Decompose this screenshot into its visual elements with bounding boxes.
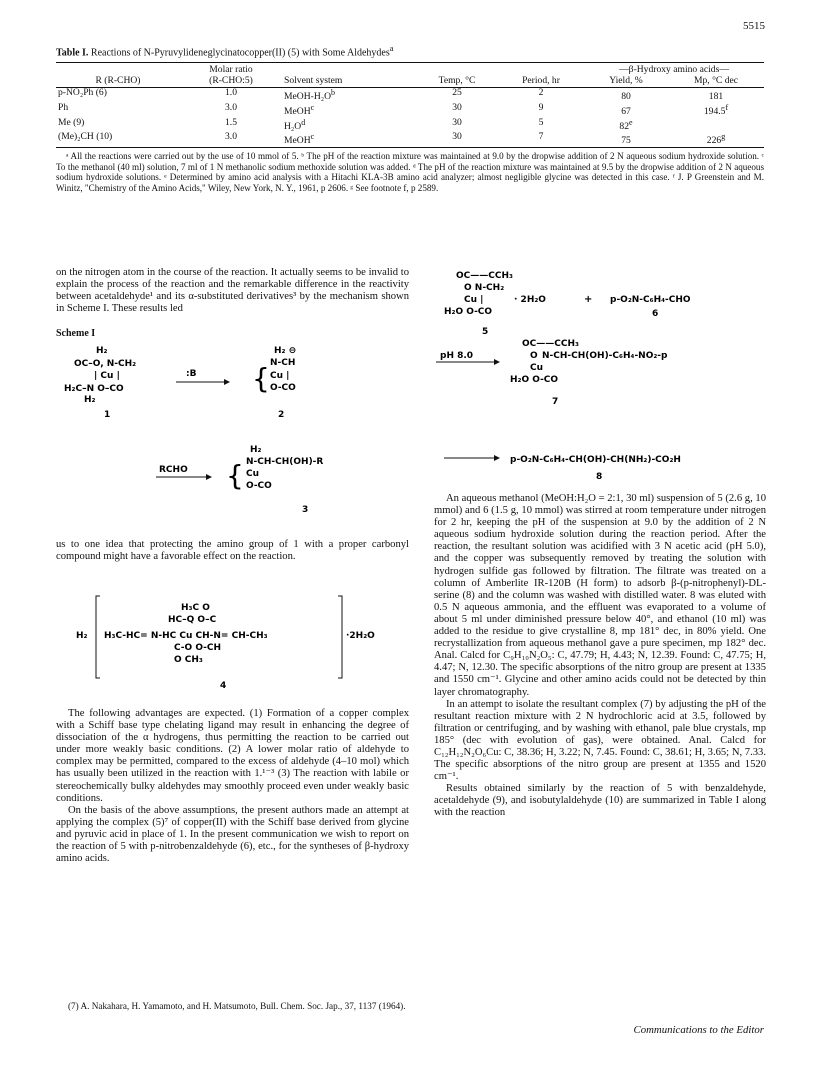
cell-solvent: MeOH-H₂O <box>284 91 332 103</box>
arrow-1-head <box>224 379 230 385</box>
svg-text:Cu: Cu <box>246 469 260 479</box>
scheme-1-diagram <box>56 340 409 530</box>
svg-text:Cu: Cu <box>530 363 544 373</box>
arrow-4-head <box>494 455 500 461</box>
compound-5-structure <box>444 271 546 317</box>
arrow-3-head <box>494 359 500 365</box>
footer-section: Communications to the Editor <box>633 1024 764 1036</box>
svg-text:H₂O O-CO: H₂O O-CO <box>510 375 559 385</box>
svg-text:{: { <box>226 459 244 492</box>
svg-text:H₂C–N O–CO: H₂C–N O–CO <box>64 384 124 394</box>
scheme-label: Scheme I <box>56 328 96 339</box>
cell-molar: 1.5 <box>225 116 237 128</box>
product-8: p-O₂N-C₆H₄-CH(OH)-CH(NH₂)-CO₂H <box>510 455 681 465</box>
cell-r: p-NO₂Ph (6) <box>58 87 107 99</box>
left-para-2-text: us to one idea that protecting the amino group of 1 with a proper carbonyl compound might have a favorable effect on the reaction. <box>56 539 409 563</box>
cell-r: Ph <box>58 102 69 114</box>
arrow-2-head <box>206 474 212 480</box>
cell-mp-sup: g <box>721 132 726 142</box>
base-label: :B <box>186 369 197 379</box>
cell-yield: 67 <box>621 106 631 118</box>
cell-yield: 82 <box>619 120 630 132</box>
left-para-3 <box>56 708 409 865</box>
svg-text:O N-CH₂: O N-CH₂ <box>464 283 505 293</box>
compound-2-structure <box>252 346 296 395</box>
svg-text:{: { <box>252 362 270 395</box>
cell-mp-sup: f <box>725 103 729 113</box>
cell-temp: 30 <box>452 116 462 128</box>
compound-8-label: 8 <box>596 472 603 482</box>
cell-yield: 80 <box>621 91 631 103</box>
page-number: 5515 <box>743 20 765 32</box>
svg-text:Cu |: Cu | <box>270 371 290 381</box>
svg-text:·2H₂O: ·2H₂O <box>346 631 375 641</box>
table-row <box>56 103 764 118</box>
svg-text:H₂: H₂ <box>84 395 96 405</box>
left-para-4-text: On the basis of the above assumptions, the present authors made an attempt at applying the complex (5)⁷ of copper(II) with the Schiff base derived from glycine and pyruvic acid in place of 1. In the present communication we wish to report on the reaction of 5 with p-nitrobenzaldehyde (6), etc., for the syntheses of β-hydroxy amino acids. <box>56 804 409 865</box>
aldehyde-6: p-O₂N-C₆H₄-CHO <box>610 295 691 305</box>
svg-text:OC——CCH₃: OC——CCH₃ <box>456 271 513 281</box>
compound-3-label: 3 <box>302 505 309 515</box>
header-solvent: Solvent system <box>282 76 416 88</box>
cell-yield-sup: e <box>629 117 633 127</box>
cell-mp: 181 <box>708 91 724 103</box>
svg-text:HC–Q O–C: HC–Q O–C <box>168 615 217 625</box>
cell-solvent: MeOH <box>284 135 311 147</box>
cell-period: 7 <box>498 132 584 147</box>
table-caption <box>56 44 764 58</box>
cell-solvent-sup: c <box>310 103 315 113</box>
header-mp: Mp, °C dec <box>668 76 764 88</box>
plus-sign: + <box>584 294 593 305</box>
cell-period: 9 <box>538 102 544 114</box>
cell-period: 2 <box>538 87 544 99</box>
cell-temp: 30 <box>416 132 498 147</box>
left-para-3-text: The following advantages are expected. (1) Formation of a copper complex with a Schiff base type chelating ligand may result in enhancing the degree of dissociation of the α hydrogens, thus permitting the reaction to be carried out under more weakly basic conditions. (2) A lower molar ratio of aldehyde to complex may be permitted, compared to the excess of aldehyde (4–10 mol) which has usually been utilized in the reaction with 1.¹⁻³ (3) The reaction with labile or stereochemically bulky aldehydes may smoothly proceed even under weakly basic conditions. <box>56 708 409 804</box>
left-para-2 <box>56 539 409 563</box>
right-para-1-text: An aqueous methanol (MeOH:H₂O = 2:1, 30 ml) suspension of 5 (2.6 g, 10 mmol) and 6 (1.5 g, 10 mmol) was stirred at room temperature under nitrogen for 2 hr, keeping the pH of the suspension at 9.0 by the addition of 2 N aqueous sodium hydroxide solution during the reaction period. After the reaction, the resultant solution was acidified with 3 N acetic acid (pH 5.0), and the copper was subsequently removed by treating the solution with hydrogen sulfide gas followed by filtration. The filtrate was treated on a column of Amberlite IR-120B (H form) to adsorb β-(p-nitrophenyl)-DL-serine (8) and the column was washed with distilled water. 8 was eluted with 0.5 N aqueous ammonia, and the effluent was evaporated to a volume of about 5 ml under diminished pressure below 40°, and ethanol (10 ml) was added to the residue to give crystalline 8, mp 181° dec, in 80% yield. One recrystallization from aqueous methanol gave a pure specimen, mp 182° dec. Anal. Calcd for C₉H₁₀N₂O₅: C, 47.79; H, 4.43; N, 12.39. Found: C, 47.75; H, 4.47; N, 12.30. The specific absorptions of the nitro group are present at 1335 and 1550 cm⁻¹. Glycine and other amino acids could not be detected by thin layer chromatography. <box>434 493 766 698</box>
cell-r: Me (9) <box>58 116 85 128</box>
header-molar: (R-CHO:5) <box>180 76 282 88</box>
cell-molar: 3.0 <box>180 132 282 147</box>
bracket-left <box>96 596 100 678</box>
svg-text:H₂O O-CO: H₂O O-CO <box>444 307 493 317</box>
compound-7-label: 7 <box>552 397 559 407</box>
header-period: Period, hr <box>498 76 584 88</box>
compound-2-label: 2 <box>278 410 285 420</box>
table-caption-sup: a <box>389 44 394 53</box>
compound-1-structure <box>64 346 136 405</box>
compound-7-side: N-CH-CH(OH)-C₆H₄-NO₂-p <box>542 351 668 361</box>
svg-text:| Cu |: | Cu | <box>94 371 120 381</box>
cell-yield: 75 <box>621 135 631 147</box>
svg-text:H₂: H₂ <box>76 631 88 641</box>
left-para-1-text: on the nitrogen atom in the course of the reaction. It actually seems to be invalid to explain the process of the reaction and the remarkable difference in the reactivity between acetaldehyde¹ and its α-substituted derivatives³ by the mechanism shown in Scheme I. These results led <box>56 267 409 315</box>
cell-temp: 25 <box>452 87 462 99</box>
header-molar-top: Molar ratio <box>180 63 282 76</box>
compound-7-structure <box>510 339 668 385</box>
right-para-2-text: In an attempt to isolate the resultant complex (7) by adjusting the pH of the resultant reaction mixture with 2 N hydrochloric acid at 3.5, followed by filtration or centrifuging, and by washing with ethanol, pale blue crystals, mp 185° (dec with evolution of gas), were obtained. Anal. Calcd for C₁₂H₁₂N₂O₆Cu: C, 38.36; H, 3.22; N, 7.45. Found: C, 38.61; H, 3.65; N, 7.33. The specific absorptions of the nitro group are present at 1355 and 1520 cm⁻¹. <box>434 698 766 783</box>
svg-text:O: O <box>530 351 538 361</box>
reaction-scheme-diagram <box>434 266 766 496</box>
table-row <box>56 88 764 103</box>
bracket-right <box>338 596 342 678</box>
header-r: R (R-CHO) <box>56 76 180 88</box>
cell-period: 5 <box>538 116 544 128</box>
svg-text:H₃C O: H₃C O <box>181 603 210 613</box>
table-caption-text: Reactions of N-Pyruvylideneglycinatocopper(II) (5) with Some Aldehydes <box>90 47 390 59</box>
table-body <box>56 62 764 148</box>
cell-mp: 194.5 <box>703 106 726 118</box>
reference-7 <box>56 1001 409 1012</box>
svg-text:H₂: H₂ <box>96 346 108 356</box>
cell-solvent: H₂O <box>284 120 302 132</box>
cell-molar: 1.0 <box>225 87 237 99</box>
cell-molar: 3.0 <box>225 102 237 114</box>
svg-text:O-CO: O-CO <box>246 481 272 491</box>
cell-solvent-sup: b <box>331 88 336 98</box>
reference-7-text: (7) A. Nakahara, H. Yamamoto, and H. Matsumoto, Bull. Chem. Soc. Jap., 37, 1137 (1964). <box>68 1001 406 1011</box>
svg-text:N-CH: N-CH <box>270 358 296 368</box>
right-column-text <box>434 493 766 820</box>
left-para-1 <box>56 267 409 315</box>
table-caption-label: Table I. <box>56 47 89 59</box>
cell-solvent-sup: d <box>301 117 306 127</box>
cell-solvent: MeOH <box>284 106 311 118</box>
svg-text:H₃C-HC= N-HC Cu CH-N= CH: H₃C-HC= N-HC Cu CH-N= CH-CH₃ <box>104 631 268 641</box>
right-para-3-text: Results obtained similarly by the reaction of 5 with benzaldehyde, acetaldehyde (9), and isobutylaldehyde (10) are summarized in Table I along with the reaction <box>434 783 766 819</box>
cell-mp: 226 <box>706 135 722 147</box>
svg-text:OC——CCH₃: OC——CCH₃ <box>522 339 579 349</box>
header-group: —β-Hydroxy amino acids— <box>584 63 764 76</box>
ph-label: pH 8.0 <box>440 351 474 361</box>
compound-1-label: 1 <box>104 410 111 420</box>
svg-text:H₂: H₂ <box>250 445 262 455</box>
svg-text:O CH₃: O CH₃ <box>174 655 203 665</box>
svg-text:Cu |: Cu | <box>464 295 484 305</box>
svg-text:C-O O-CH: C-O O-CH <box>174 643 222 653</box>
svg-text:O-CO: O-CO <box>270 383 296 393</box>
compound-5-label: 5 <box>482 327 489 337</box>
table-row <box>56 118 764 133</box>
svg-text:OC–O, N-CH₂: OC–O, N-CH₂ <box>74 359 137 369</box>
svg-text:H₂ ⊖: H₂ ⊖ <box>274 346 297 356</box>
header-temp: Temp, °C <box>416 76 498 88</box>
water-label: · 2H₂O <box>514 295 546 305</box>
cell-solvent-sup: c <box>310 132 315 142</box>
header-yield: Yield, % <box>584 76 668 88</box>
compound-3-side: N-CH-CH(OH)-R <box>246 457 324 467</box>
table-row <box>56 132 764 147</box>
table-1 <box>56 44 764 193</box>
cell-temp: 30 <box>452 102 462 114</box>
compound-4-diagram <box>56 590 409 700</box>
compound-6-label: 6 <box>652 309 659 319</box>
compound-3-structure <box>226 445 323 492</box>
compound-4-label: 4 <box>220 681 227 691</box>
rcho-label: RCHO <box>159 465 188 475</box>
cell-r: (Me)₂CH (10) <box>56 132 180 147</box>
table-footnotes: ᵃ All the reactions were carried out by the use of 10 mmol of 5. ᵇ The pH of the reaction mixture was maintained at 9.0 by the dropwise addition of 2 N aqueous sodium hydroxide solution. ᶜ To the methanol (40 ml) solution, 7 ml of 1 N methanolic sodium methoxide solution was added. ᵈ The pH of the reaction mixture was maintained at 9.5 by the dropwise addition of 2 N aqueous sodium hydroxide solutions. ᵉ Determined by amino acid analysis with a Hitachi KLA-3B amino acid analyzer; almost negligible glycine was detected in this case. ᶠ J. P Greenstein and M. Winitz, "Chemistry of the Amino Acids," Wiley, New York, N. Y., 1961, p 2606. ᵍ See footnote f, p 2589. <box>56 151 764 193</box>
